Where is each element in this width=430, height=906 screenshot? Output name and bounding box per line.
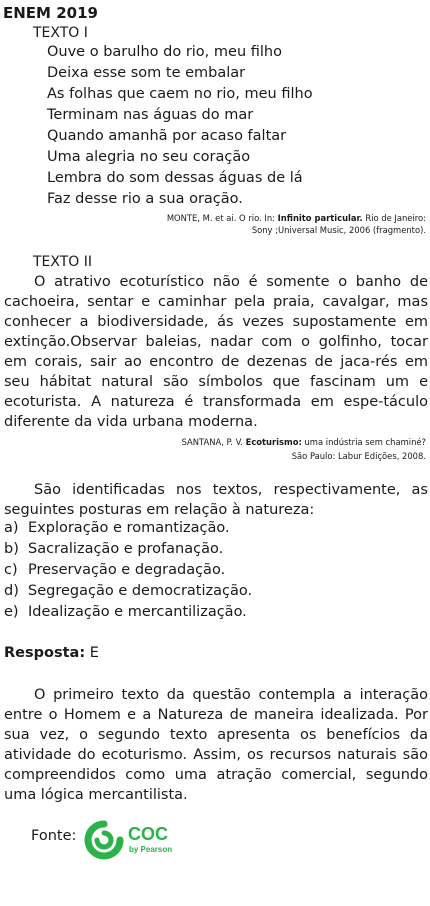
poem-line: Faz desse rio a sua oração. [47, 191, 243, 207]
coc-logo [84, 820, 188, 860]
texto1-label: TEXTO I [33, 25, 88, 41]
poem-line: Ouve o barulho do rio, meu filho [47, 44, 282, 60]
texto2-body: O atrativo ecoturístico não é somente o banho de cachoeira, sentar e caminhar pela praia, cavalgar, mas conhecer a biodiversidade, ás vezes supostamente em extinção.Observar baleias, nadar com o golfinho, tocar em corais, sair ao encontro de dezenas de jaca-rés em seu hábitat natural são símbolos que fascinam um e ecoturista. A natureza é transformada em espe-táculo diferente da vida urbana moderna. [4, 274, 428, 430]
logo-subtext: by Pearson [129, 845, 173, 854]
poem-line: Terminam nas águas do mar [47, 107, 254, 123]
option-b: b) Sacralização e profanação. [4, 541, 224, 557]
poem-line: Deixa esse som te embalar [47, 65, 246, 81]
option-a: a) Exploração e romantização. [4, 520, 230, 536]
texto2-reference: SANTANA, P. V. Ecoturismo: uma indústria sem chaminé? [181, 437, 426, 447]
coc-logo-icon [88, 824, 120, 856]
explanation: O primeiro texto da questão contempla a interação entre o Homem e a Natureza de maneira idealizada. Por sua vez, o segundo texto apresenta os benefícios da atividade do ecoturismo. Assim, os recursos naturais são compreendidos como uma atração comercial, segundo uma lógica mercantilista. [4, 687, 428, 803]
texto1-reference: MONTE, M. et ai. O rio. In: Infinito particular. Rio de Janeiro: [166, 213, 426, 223]
question-stem: São identificadas nos textos, respectivamente, as seguintes posturas em relação à natureza: [4, 482, 428, 518]
page-title: ENEM 2019 [3, 4, 98, 22]
option-e: e) Idealização e mercantilização. [4, 604, 247, 620]
texto2-label: TEXTO II [33, 254, 93, 270]
poem-line: Uma alegria no seu coração [47, 149, 251, 165]
option-d: d) Segregação e democratização. [4, 583, 253, 599]
texto2-reference-line2: São Paulo: Labur Edições, 2008. [291, 451, 426, 461]
poem-line: As folhas que caem no rio, meu filho [47, 86, 313, 102]
answer: Resposta: E [4, 645, 99, 661]
poem-line: Quando amanhã por acaso faltar [47, 128, 287, 144]
texto1-reference-line2: Sony ;Universal Music, 2006 (fragmento). [251, 225, 426, 235]
source-label: Fonte: [31, 828, 77, 844]
logo-text: COC [128, 824, 168, 844]
poem-line: Lembra do som dessas águas de lá [47, 170, 303, 186]
option-c: c) Preservação e degradação. [4, 562, 226, 578]
